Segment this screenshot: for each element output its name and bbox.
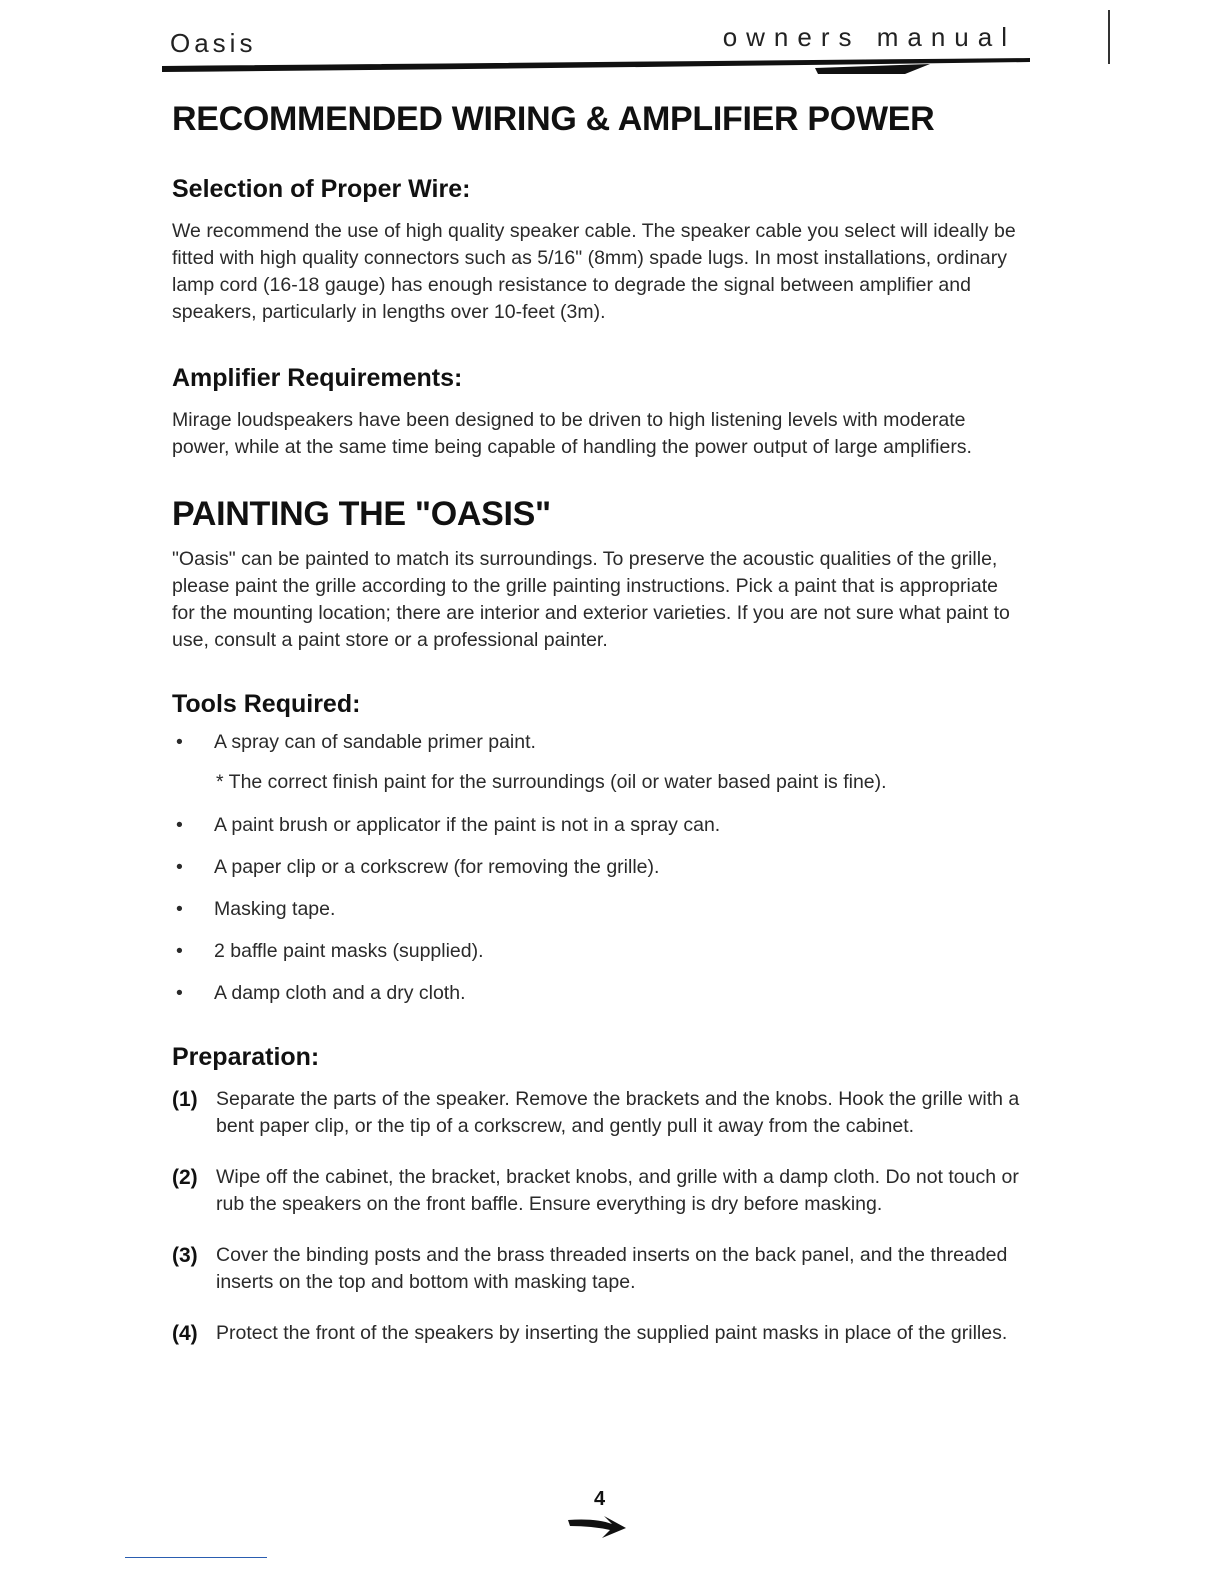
bullet-icon: • — [176, 856, 183, 878]
bullet-icon: • — [176, 898, 183, 920]
wiring-title: RECOMMENDED WIRING & AMPLIFIER POWER — [172, 100, 935, 138]
list-item — [172, 896, 1022, 923]
bullet-icon: • — [176, 982, 183, 1004]
step-number: (1) — [172, 1088, 198, 1111]
step-text: Wipe off the cabinet, the bracket, bracket knobs, and grille with a damp cloth. Do not touch or rub the speakers on the front baffle. Ensure everything is dry before masking. — [216, 1166, 1019, 1215]
list-item-text: A spray can of sandable primer paint. — [214, 731, 536, 753]
step-item — [172, 1242, 1022, 1296]
painting-paragraph: "Oasis" can be painted to match its surroundings. To preserve the acoustic qualities of the grille, please paint the grille according to the grille painting instructions. Pick a paint that is appropriate for the mounting location; there are interior and exterior varieties. If you are not sure what paint to use, consult a paint store or a professional painter. — [172, 548, 1010, 651]
tools-heading: Tools Required: — [172, 690, 361, 718]
bullet-icon: • — [176, 731, 183, 753]
tools-list — [172, 729, 1022, 756]
tools-list-continued — [172, 812, 1022, 1007]
preparation-steps — [172, 1086, 1022, 1347]
list-item — [172, 938, 1022, 965]
list-item-text: 2 baffle paint masks (supplied). — [214, 940, 484, 962]
step-item — [172, 1164, 1022, 1218]
footer-link-line — [125, 1557, 267, 1558]
list-item — [172, 980, 1022, 1007]
step-item — [172, 1086, 1022, 1140]
wire-heading: Selection of Proper Wire: — [172, 175, 471, 203]
list-item-text: A damp cloth and a dry cloth. — [214, 982, 466, 1004]
step-number: (4) — [172, 1322, 198, 1345]
header-brand: Oasis — [170, 28, 257, 58]
painting-title: PAINTING THE "OASIS" — [172, 495, 551, 533]
list-item-text: A paper clip or a corkscrew (for removing the grille). — [214, 856, 660, 878]
step-text: Separate the parts of the speaker. Remove the brackets and the knobs. Hook the grille with a bent paper clip, or the tip of a corkscrew, and gently pull it away from the cabinet. — [216, 1088, 1020, 1137]
header-rule — [0, 0, 1224, 80]
step-text: Protect the front of the speakers by inserting the supplied paint masks in place of the grilles. — [216, 1322, 1008, 1344]
margin-mark — [1108, 10, 1110, 64]
list-item-text: Masking tape. — [214, 898, 336, 920]
list-item-text: A paint brush or applicator if the paint is not in a spray can. — [214, 814, 721, 836]
bullet-icon: • — [176, 814, 183, 836]
finish-paint-note: * The correct finish paint for the surroundings (oil or water based paint is fine). — [216, 771, 887, 793]
list-item — [172, 729, 1022, 756]
step-number: (3) — [172, 1244, 198, 1267]
step-number: (2) — [172, 1166, 198, 1189]
header-manual-label: owners manual — [722, 22, 1016, 52]
step-text: Cover the binding posts and the brass threaded inserts on the back panel, and the threaded inserts on the top and bottom with masking tape. — [216, 1244, 1008, 1293]
preparation-heading: Preparation: — [172, 1043, 320, 1071]
list-item — [172, 812, 1022, 839]
page-number: 4 — [594, 1488, 606, 1510]
page-content — [172, 100, 1022, 1371]
logo-swoosh-icon — [566, 1512, 630, 1542]
list-item — [172, 854, 1022, 881]
bullet-icon: • — [176, 940, 183, 962]
wire-paragraph: We recommend the use of high quality speaker cable. The speaker cable you select will ideally be fitted with high quality connectors such as 5/16" (8mm) spade lugs. In most installations, ordinary lamp cord (16-18 gauge) has enough resistance to degrade the signal between amplifier and speakers, particularly in lengths over 10-feet (3m). — [172, 220, 1016, 323]
amp-paragraph: Mirage loudspeakers have been designed to be driven to high listening levels with moderate power, while at the same time being capable of handling the power output of large amplifiers. — [172, 409, 972, 458]
amp-heading: Amplifier Requirements: — [172, 364, 463, 392]
step-item — [172, 1320, 1022, 1347]
